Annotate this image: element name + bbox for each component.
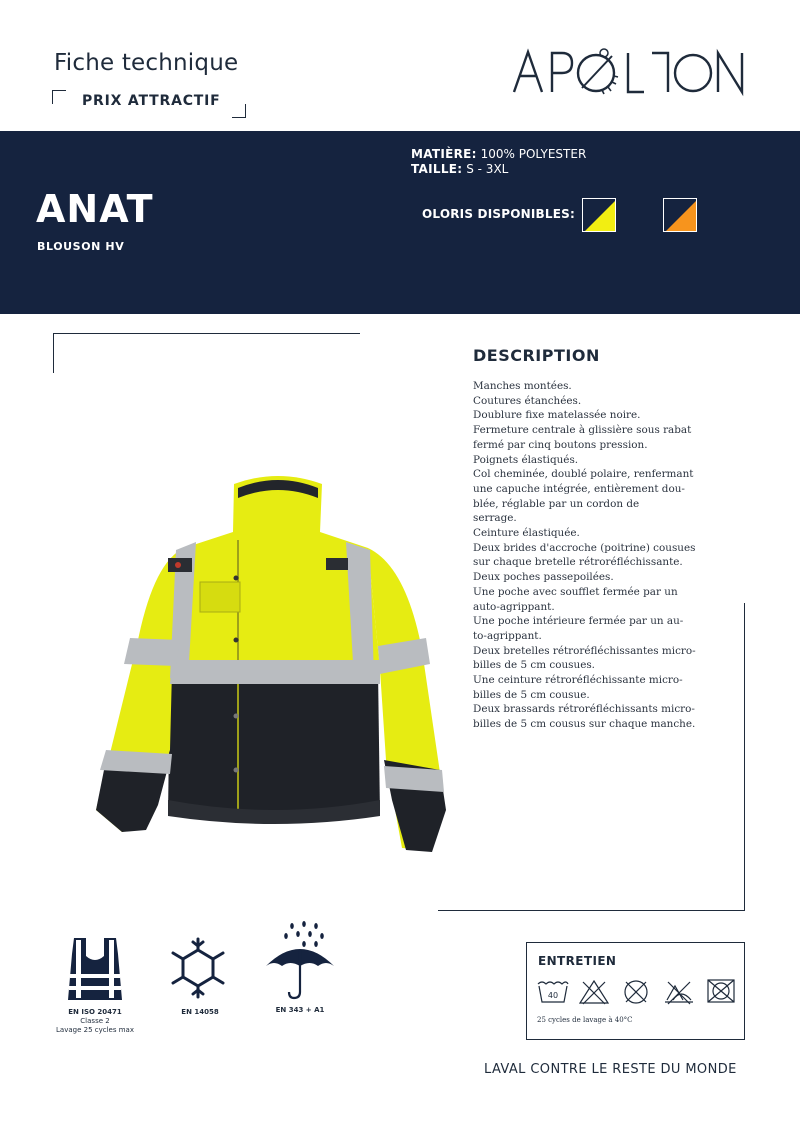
- wash-40-icon: [536, 978, 570, 1006]
- description-line: billes de 5 cm cousus sur chaque manche.: [473, 718, 696, 731]
- description-line: billes de 5 cm cousues.: [473, 659, 595, 672]
- color-swatch-yellow[interactable]: [582, 198, 616, 232]
- description-line: une capuche intégrée, entièrement dou-: [473, 482, 685, 495]
- description-line: Manches montées.: [473, 380, 572, 392]
- rain-umbrella-icon: [262, 920, 338, 1002]
- description-list: [473, 379, 713, 732]
- description-line: blée, réglable par un cordon de: [473, 497, 640, 510]
- no-iron-icon: [704, 976, 738, 1006]
- standard-label-en14058: EN 14058: [181, 1008, 219, 1016]
- colors-label: OLORIS DISPONIBLES:: [422, 207, 575, 221]
- doc-type-title: Fiche technique: [54, 50, 239, 76]
- description-line: billes de 5 cm cousue.: [473, 688, 590, 701]
- product-image: [88, 470, 458, 860]
- standard-label-en343: EN 343 + A1: [275, 1006, 325, 1014]
- brand-logo: [512, 44, 752, 100]
- description-line: Deux bretelles rétroréfléchissantes micro-: [473, 644, 696, 657]
- no-dry-clean-icon: [620, 978, 652, 1006]
- care-title: ENTRETIEN: [538, 954, 617, 968]
- description-line: Poignets élastiqués.: [473, 453, 579, 466]
- wash-temp-label: 40: [547, 991, 559, 1000]
- description-line: Deux poches passepoilées.: [473, 571, 614, 584]
- description-line: Ceinture élastiquée.: [473, 527, 580, 540]
- standard-label-en20471: EN ISO 20471 Classe 2 Lavage 25 cycles max: [56, 1008, 134, 1034]
- care-note: 25 cycles de lavage à 40°C: [537, 1016, 633, 1024]
- description-line: Deux brassards rétroréfléchissants micro-: [473, 703, 695, 716]
- frame-line-right: [744, 603, 745, 910]
- no-bleach-icon: [578, 978, 610, 1006]
- description-line: Col cheminée, doublé polaire, renfermant: [473, 468, 694, 481]
- frame-line-left: [53, 333, 54, 373]
- description-line: sur chaque bretelle rétroréfléchissante.: [473, 556, 683, 569]
- size-spec: TAILLE: S - 3XL: [411, 162, 509, 176]
- description-line: Deux brides d'accroche (poitrine) cousues: [473, 541, 696, 554]
- description-line: Une poche avec soufflet fermée par un: [473, 585, 678, 598]
- description-line: Une ceinture rétroréfléchissante micro-: [473, 674, 683, 687]
- tagline-corner-top-left: [52, 90, 66, 104]
- description-line: Coutures étanchées.: [473, 394, 582, 407]
- description-line: Doublure fixe matelassée noire.: [473, 409, 641, 422]
- product-name: ANAT: [36, 187, 154, 231]
- footer-slogan: LAVAL CONTRE LE RESTE DU MONDE: [484, 1062, 737, 1077]
- description-line: auto-agrippant.: [473, 600, 555, 613]
- description-line: fermé par cinq boutons pression.: [473, 438, 648, 451]
- frame-line-top: [53, 333, 360, 334]
- description-title: DESCRIPTION: [473, 346, 600, 365]
- tagline-corner-bottom-right: [232, 104, 246, 118]
- material-spec: MATIÈRE: 100% POLYESTER: [411, 147, 587, 161]
- color-swatch-orange[interactable]: [663, 198, 697, 232]
- no-tumble-dry-icon: [663, 978, 695, 1006]
- hi-vis-vest-icon: [60, 934, 130, 1004]
- snowflake-icon: [166, 936, 230, 1000]
- description-line: serrage.: [473, 512, 517, 525]
- description-line: to-agrippant.: [473, 629, 542, 642]
- frame-line-bottom: [438, 910, 745, 911]
- description-line: Une poche intérieure fermée par un au-: [473, 615, 684, 628]
- tagline: PRIX ATTRACTIF: [82, 93, 221, 109]
- description-line: Fermeture centrale à glissière sous rabat: [473, 424, 692, 437]
- product-type: BLOUSON HV: [37, 240, 125, 253]
